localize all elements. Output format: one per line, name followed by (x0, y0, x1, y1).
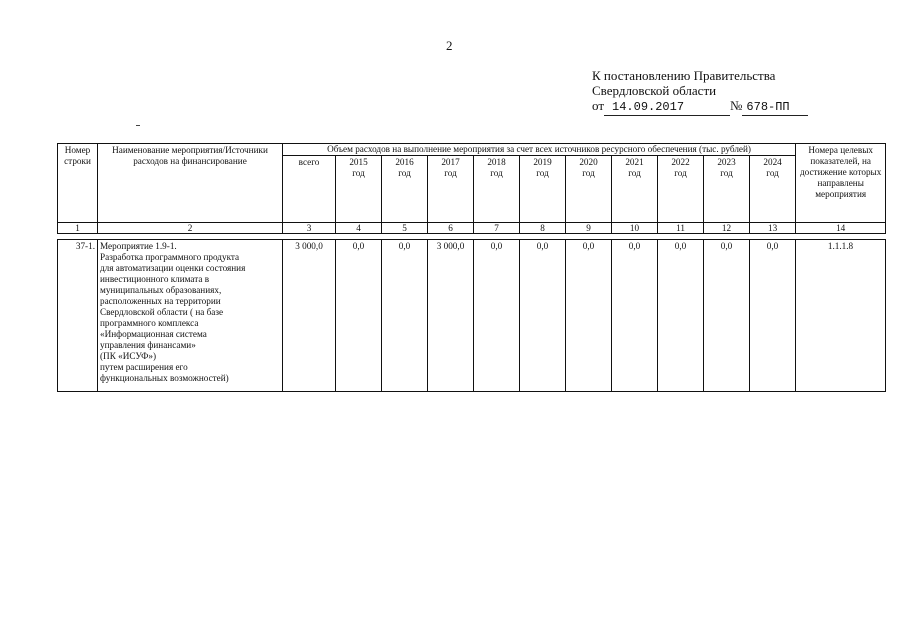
header-year: 2019 год (520, 156, 566, 223)
column-number: 4 (336, 223, 382, 234)
row-value: 3 000,0 (428, 240, 474, 392)
header-year: 2023 год (704, 156, 750, 223)
header-row-1 (58, 144, 886, 156)
header-number-sign: № (730, 98, 743, 113)
row-value: 0,0 (750, 240, 796, 392)
row-indicators: 1.1.1.8 (796, 240, 886, 392)
row-value: 0,0 (566, 240, 612, 392)
row-value: 0,0 (336, 240, 382, 392)
column-number: 10 (612, 223, 658, 234)
column-number: 7 (474, 223, 520, 234)
resolution-header (592, 68, 808, 116)
header-year: 2018 год (474, 156, 520, 223)
header-row-number: Номер строки (58, 144, 98, 223)
header-name: Наименование мероприятия/Источники расходов на финансирование (98, 144, 283, 223)
header-year: 2024 год (750, 156, 796, 223)
row-value: 0,0 (474, 240, 520, 392)
header-from-label: от (592, 98, 605, 113)
row-number: 37-1. (58, 240, 98, 392)
row-value: 0,0 (382, 240, 428, 392)
row-value: 0,0 (704, 240, 750, 392)
header-line-1: К постановлению Правительства (592, 68, 776, 83)
column-number: 2 (98, 223, 283, 234)
header-year: 2021 год (612, 156, 658, 223)
row-value: 0,0 (520, 240, 566, 392)
page-number: 2 (446, 38, 453, 53)
table-body (57, 239, 886, 392)
stray-mark (136, 125, 140, 126)
column-number: 1 (58, 223, 98, 234)
header-line-2: Свердловской области (592, 83, 717, 98)
column-number: 8 (520, 223, 566, 234)
row-name: Мероприятие 1.9-1. Разработка программного продукта для автоматизации оценки состояния инвестиционного климата в муниципальных образованиях, расположенных на территории Свердловской области ( на базе программного комплекса «Информационная система управления финансами» (ПК «ИСУФ») путем расширения его функциональных возможностей) (98, 240, 283, 392)
header-year: 2020 год (566, 156, 612, 223)
column-number: 3 (283, 223, 336, 234)
row-value: 0,0 (658, 240, 704, 392)
column-number: 5 (382, 223, 428, 234)
column-numbers-row (58, 223, 886, 234)
header-number: 678-ПП (742, 100, 808, 116)
column-number: 9 (566, 223, 612, 234)
table-header (57, 143, 886, 234)
column-number: 14 (796, 223, 886, 234)
header-total: всего (283, 156, 336, 223)
header-indicators: Номера целевых показателей, на достижение которых направлены мероприятия (796, 144, 886, 223)
column-number: 12 (704, 223, 750, 234)
header-line-3 (592, 98, 808, 116)
row-value: 0,0 (612, 240, 658, 392)
header-date: 14.09.2017 (604, 100, 730, 116)
table-row (58, 240, 886, 392)
column-number: 6 (428, 223, 474, 234)
column-number: 11 (658, 223, 704, 234)
row-total: 3 000,0 (283, 240, 336, 392)
header-expenses-group: Объем расходов на выполнение мероприятия за счет всех источников ресурсного обеспечения (тыс. рублей) (283, 144, 796, 156)
header-year: 2015 год (336, 156, 382, 223)
header-year: 2022 год (658, 156, 704, 223)
header-year: 2017 год (428, 156, 474, 223)
column-number: 13 (750, 223, 796, 234)
header-year: 2016 год (382, 156, 428, 223)
